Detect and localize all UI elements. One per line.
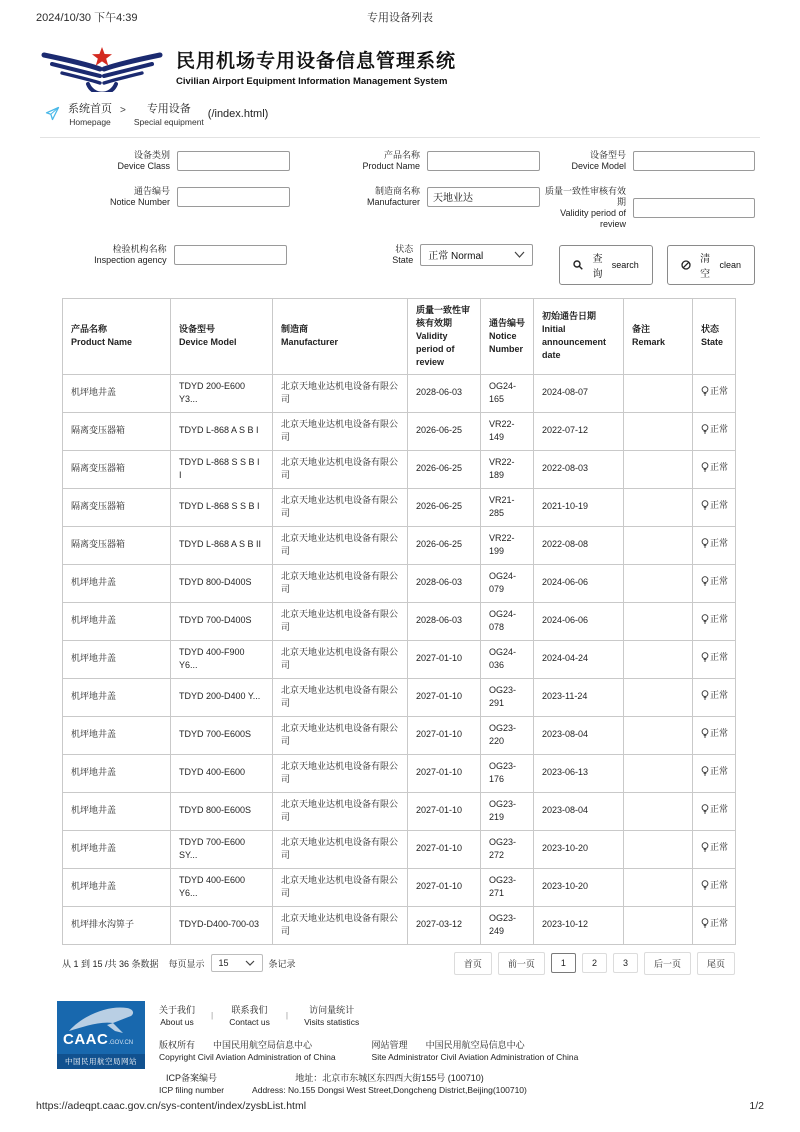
caac-emblem-logo-icon [38,44,166,92]
cell-device-model: TDYD-D400-700-03 [171,906,273,944]
cell-initial-date: 2022-08-03 [534,450,624,488]
copyright-block: 版权所有 中国民用航空局信息中心 Copyright Civil Aviation Administration of China [159,1039,336,1062]
cell-device-model: TDYD 200-D400 Y... [171,678,273,716]
cell-manufacturer: 北京天地业达机电设备有限公司 [273,906,408,944]
field-device-class [50,150,290,173]
cell-initial-date: 2023-06-13 [534,754,624,792]
device-class-input[interactable] [177,151,290,171]
field-product-name [290,150,540,173]
search-button-en: search [611,259,639,270]
footer-link-contact[interactable]: 联系我们 Contact us [229,1004,270,1027]
print-datetime: 2024/10/30 下午4:39 [36,12,138,24]
table-row [63,830,736,868]
table-row [63,906,736,944]
status-badge: 正常 [701,689,728,703]
cell-manufacturer: 北京天地业达机电设备有限公司 [273,526,408,564]
footer-link-visits[interactable]: 访问量统计 Visits statistics [304,1004,360,1027]
status-bulb-icon [701,804,709,815]
cell-device-model: TDYD L-868 A S B I [171,412,273,450]
footer-separator: | [211,1009,214,1020]
cell-state [693,450,736,488]
clean-button[interactable] [667,245,755,285]
paper-plane-icon [45,106,60,121]
footer-link-about[interactable]: 关于我们 About us [159,1004,196,1027]
status-badge: 正常 [701,385,728,399]
col-header-device-model: 设备型号 Device Model [171,298,273,374]
form-row-3 [50,244,755,285]
cell-state [693,602,736,640]
cell-validity: 2026-06-25 [408,526,481,564]
cell-remark [624,374,693,412]
cell-state [693,640,736,678]
cell-initial-date: 2023-10-20 [534,830,624,868]
field-validity [540,186,755,231]
cell-remark [624,868,693,906]
cell-validity: 2028-06-03 [408,374,481,412]
caac-logo-strip: 中国民用航空局网站 [57,1054,145,1069]
table-row [63,792,736,830]
inspection-agency-input[interactable] [174,245,287,265]
cell-validity: 2026-06-25 [408,412,481,450]
cell-state [693,488,736,526]
cell-product-name: 机坪地井盖 [63,602,171,640]
cell-initial-date: 2024-08-07 [534,374,624,412]
footer-content [159,1001,578,1095]
form-buttons [559,245,755,285]
manufacturer-label: 制造商名称 Manufacturer [366,185,420,207]
page-button[interactable]: 2 [582,953,607,973]
breadcrumb-home-en: Homepage [69,117,111,127]
chevron-down-icon [245,960,255,966]
state-select-value: 正常 Normal [428,251,484,263]
cell-remark [624,526,693,564]
cell-notice-number: OG23- 272 [481,830,534,868]
status-badge: 正常 [701,879,728,893]
pagination-info: 从 1 到 15 /共 36 条数据 [62,958,159,969]
status-badge: 正常 [701,575,728,589]
cell-manufacturer: 北京天地业达机电设备有限公司 [273,792,408,830]
cell-validity: 2027-03-12 [408,906,481,944]
clean-button-zh: 清空 [700,253,711,280]
cell-validity: 2027-01-10 [408,830,481,868]
print-page-indicator: 1/2 [749,1100,764,1112]
col-header-notice-number: 通告编号 Notice Number [481,298,534,374]
site-title-zh: 民用机场专用设备信息管理系统 [176,51,457,72]
table-row [63,716,736,754]
cell-validity: 2026-06-25 [408,450,481,488]
status-badge: 正常 [701,765,728,779]
cell-remark [624,792,693,830]
equipment-table [62,298,736,945]
status-bulb-icon [701,918,709,929]
status-badge: 正常 [701,727,728,741]
search-button-zh: 查询 [592,253,603,280]
col-header-validity: 质量一致性审核有效期 Validity period of review [408,298,481,374]
form-row-1 [50,150,755,173]
cell-manufacturer: 北京天地业达机电设备有限公司 [273,488,408,526]
cell-device-model: TDYD 400-E600 [171,754,273,792]
status-badge: 正常 [701,537,728,551]
search-icon [573,260,583,270]
cell-remark [624,678,693,716]
cell-state [693,754,736,792]
equipment-table-body [63,374,736,944]
site-title-en: Civilian Airport Equipment Information Management System [176,76,448,87]
pagination-bar [62,952,735,975]
table-row [63,754,736,792]
cell-product-name: 机坪地井盖 [63,716,171,754]
device-model-input[interactable] [633,151,755,171]
status-bulb-icon [701,690,709,701]
status-bulb-icon [701,500,709,511]
cell-state [693,716,736,754]
cell-validity: 2027-01-10 [408,678,481,716]
status-bulb-icon [701,842,709,853]
table-row [63,868,736,906]
notice-number-label: 通告编号 Notice Number [109,185,170,207]
state-label: 状态 State [392,243,414,265]
table-row [63,450,736,488]
status-bulb-icon [701,424,709,435]
cell-device-model: TDYD 700-E600 SY... [171,830,273,868]
status-badge: 正常 [701,613,728,627]
status-badge: 正常 [701,499,728,513]
cell-product-name: 机坪地井盖 [63,830,171,868]
caac-logo-text: CAAC.GOV.CN [63,1030,134,1048]
star-icon [92,47,112,66]
cell-manufacturer: 北京天地业达机电设备有限公司 [273,450,408,488]
cell-product-name: 机坪地井盖 [63,792,171,830]
header-divider [40,137,760,138]
cell-device-model: TDYD L-868 S S B I [171,488,273,526]
cell-state [693,868,736,906]
cell-initial-date: 2023-08-04 [534,792,624,830]
status-bulb-icon [701,880,709,891]
cell-manufacturer: 北京天地业达机电设备有限公司 [273,374,408,412]
product-name-input[interactable] [427,151,540,171]
cell-product-name: 隔离变压器箱 [63,488,171,526]
status-bulb-icon [701,728,709,739]
cell-remark [624,564,693,602]
cell-state [693,830,736,868]
page-button[interactable]: 前一页 [498,952,545,975]
cell-product-name: 隔离变压器箱 [63,450,171,488]
validity-input[interactable] [633,198,755,218]
page-button[interactable]: 首页 [454,952,492,975]
per-page-label: 每页显示 [168,958,205,969]
cell-product-name: 机坪地井盖 [63,868,171,906]
field-inspection-agency [50,244,287,267]
cell-manufacturer: 北京天地业达机电设备有限公司 [273,830,408,868]
print-footer [36,1100,764,1112]
cell-initial-date: 2023-10-12 [534,906,624,944]
field-manufacturer [290,186,540,209]
cell-remark [624,602,693,640]
cell-notice-number: OG23- 176 [481,754,534,792]
breadcrumb-path-suffix: (/index.html) [207,107,269,120]
product-name-label: 产品名称 Product Name [362,150,420,172]
status-bulb-icon [701,386,709,397]
device-class-label: 设备类别 Device Class [117,150,170,172]
breadcrumb-home[interactable] [68,100,112,127]
cell-notice-number: VR22- 189 [481,450,534,488]
print-header [36,9,764,25]
cell-product-name: 隔离变压器箱 [63,412,171,450]
cell-notice-number: OG23- 291 [481,678,534,716]
breadcrumb [45,100,800,127]
site-footer [57,1001,800,1095]
manufacturer-input[interactable] [427,187,540,207]
cell-notice-number: OG23- 271 [481,868,534,906]
clean-button-en: clean [719,259,741,270]
cell-initial-date: 2022-08-08 [534,526,624,564]
status-bulb-icon [701,614,709,625]
per-page-select[interactable] [211,954,263,972]
cell-notice-number: VR21- 285 [481,488,534,526]
table-row [63,374,736,412]
table-header-row [63,298,736,374]
cell-remark [624,754,693,792]
cell-validity: 2028-06-03 [408,564,481,602]
cell-validity: 2027-01-10 [408,716,481,754]
footer-icp-row [159,1071,578,1095]
cell-state [693,374,736,412]
status-badge: 正常 [701,803,728,817]
cell-validity: 2028-06-03 [408,602,481,640]
state-select[interactable] [420,244,533,266]
field-state [287,244,534,267]
search-form [50,150,755,285]
cell-state [693,906,736,944]
status-badge: 正常 [701,917,728,931]
cell-device-model: TDYD L-868 S S B I I [171,450,273,488]
status-bulb-icon [701,538,709,549]
cell-notice-number: OG24- 165 [481,374,534,412]
cell-validity: 2027-01-10 [408,754,481,792]
cell-manufacturer: 北京天地业达机电设备有限公司 [273,602,408,640]
cell-device-model: TDYD 200-E600 Y3... [171,374,273,412]
page-button[interactable]: 后一页 [644,952,691,975]
table-row [63,412,736,450]
print-doc-title: 专用设备列表 [367,12,433,24]
cell-state [693,526,736,564]
col-header-initial-date: 初始通告日期 Initial announcement date [534,298,624,374]
breadcrumb-current[interactable] [134,100,204,127]
site-title-block [176,44,456,87]
chevron-down-icon [514,251,525,258]
cell-remark [624,830,693,868]
table-row [63,488,736,526]
site-header [38,44,800,92]
table-row [63,564,736,602]
col-header-state: 状态 State [693,298,736,374]
cell-product-name: 机坪地井盖 [63,640,171,678]
cell-state [693,564,736,602]
cell-state [693,678,736,716]
page-button-current[interactable]: 1 [551,953,576,973]
status-badge: 正常 [701,423,728,437]
circle-slash-icon [681,260,691,270]
table-row [63,602,736,640]
status-bulb-icon [701,576,709,587]
cell-initial-date: 2024-04-24 [534,640,624,678]
cell-product-name: 机坪地井盖 [63,374,171,412]
search-button[interactable] [559,245,653,285]
breadcrumb-current-zh: 专用设备 [146,103,191,115]
table-row [63,640,736,678]
cell-device-model: TDYD 800-E600S [171,792,273,830]
footer-links [159,1003,578,1027]
cell-validity: 2027-01-10 [408,792,481,830]
cell-device-model: TDYD L-868 A S B II [171,526,273,564]
cell-remark [624,906,693,944]
cell-notice-number: OG23- 249 [481,906,534,944]
cell-manufacturer: 北京天地业达机电设备有限公司 [273,564,408,602]
cell-initial-date: 2023-08-04 [534,716,624,754]
field-device-model [540,150,755,173]
status-badge: 正常 [701,841,728,855]
cell-remark [624,412,693,450]
cell-state [693,412,736,450]
footer-separator: | [285,1009,289,1020]
cell-initial-date: 2023-10-20 [534,868,624,906]
page-button[interactable]: 尾页 [697,952,735,975]
icp-block: ICP备案编号 ICP filing number [159,1072,225,1095]
cell-manufacturer: 北京天地业达机电设备有限公司 [273,640,408,678]
cell-initial-date: 2021-10-19 [534,488,624,526]
cell-initial-date: 2023-11-24 [534,678,624,716]
cell-product-name: 机坪排水沟箅子 [63,906,171,944]
device-model-label: 设备型号 Device Model [571,150,626,172]
field-notice-number [50,186,290,209]
status-bulb-icon [701,766,709,777]
breadcrumb-current-en: Special equipment [133,117,204,127]
cell-device-model: TDYD 400-F900 Y6... [171,640,273,678]
notice-number-input[interactable] [177,187,290,207]
cell-validity: 2026-06-25 [408,488,481,526]
validity-label: 质量一致性审核有效期 Validity period of review [544,185,626,230]
cell-notice-number: OG24- 036 [481,640,534,678]
cell-notice-number: OG24- 078 [481,602,534,640]
cell-validity: 2027-01-10 [408,868,481,906]
cell-product-name: 机坪地井盖 [63,678,171,716]
cell-notice-number: OG23- 219 [481,792,534,830]
table-row [63,678,736,716]
breadcrumb-home-zh: 系统首页 [68,103,112,115]
cell-notice-number: VR22- 149 [481,412,534,450]
cell-initial-date: 2024-06-06 [534,564,624,602]
cell-remark [624,716,693,754]
cell-initial-date: 2022-07-12 [534,412,624,450]
page-button[interactable]: 3 [613,953,638,973]
per-page-suffix: 条记录 [268,958,296,969]
cell-notice-number: OG23- 220 [481,716,534,754]
cell-manufacturer: 北京天地业达机电设备有限公司 [273,868,408,906]
inspection-agency-label: 检验机构名称 Inspection agency [94,243,167,265]
footer-copyright-row [159,1038,578,1062]
status-badge: 正常 [701,651,728,665]
status-bulb-icon [701,462,709,473]
cell-remark [624,488,693,526]
status-badge: 正常 [701,461,728,475]
breadcrumb-arrow: > [120,105,126,116]
table-row [63,526,736,564]
cell-validity: 2027-01-10 [408,640,481,678]
address-block: 地址：北京市东城区东四西大街155号 (100710) Address: No.155 Dongsi West Street,Dongcheng District,Beijing(100710) [252,1072,527,1095]
pagination-pages [448,952,735,975]
col-header-product-name: 产品名称 Product Name [63,298,171,374]
caac-footer-logo[interactable] [57,1001,145,1069]
cell-notice-number: VR22- 199 [481,526,534,564]
col-header-remark: 备注 Remark [624,298,693,374]
cell-device-model: TDYD 700-D400S [171,602,273,640]
col-header-manufacturer: 制造商 Manufacturer [273,298,408,374]
print-url: https://adeqpt.caac.gov.cn/sys-content/index/zysbList.html [36,1100,307,1112]
status-bulb-icon [701,652,709,663]
site-admin-block: 网站管理 中国民用航空局信息中心 Site Administrator Civil Aviation Administration of China [371,1039,579,1062]
cell-device-model: TDYD 400-E600 Y6... [171,868,273,906]
cell-remark [624,450,693,488]
cell-product-name: 隔离变压器箱 [63,526,171,564]
cell-manufacturer: 北京天地业达机电设备有限公司 [273,678,408,716]
per-page-value: 15 [218,958,229,969]
cell-manufacturer: 北京天地业达机电设备有限公司 [273,412,408,450]
cell-device-model: TDYD 800-D400S [171,564,273,602]
cell-manufacturer: 北京天地业达机电设备有限公司 [273,754,408,792]
cell-manufacturer: 北京天地业达机电设备有限公司 [273,716,408,754]
cell-notice-number: OG24- 079 [481,564,534,602]
cell-remark [624,640,693,678]
cell-product-name: 机坪地井盖 [63,754,171,792]
cell-state [693,792,736,830]
cell-device-model: TDYD 700-E600S [171,716,273,754]
cell-initial-date: 2024-06-06 [534,602,624,640]
cell-product-name: 机坪地井盖 [63,564,171,602]
form-row-2 [50,186,755,231]
